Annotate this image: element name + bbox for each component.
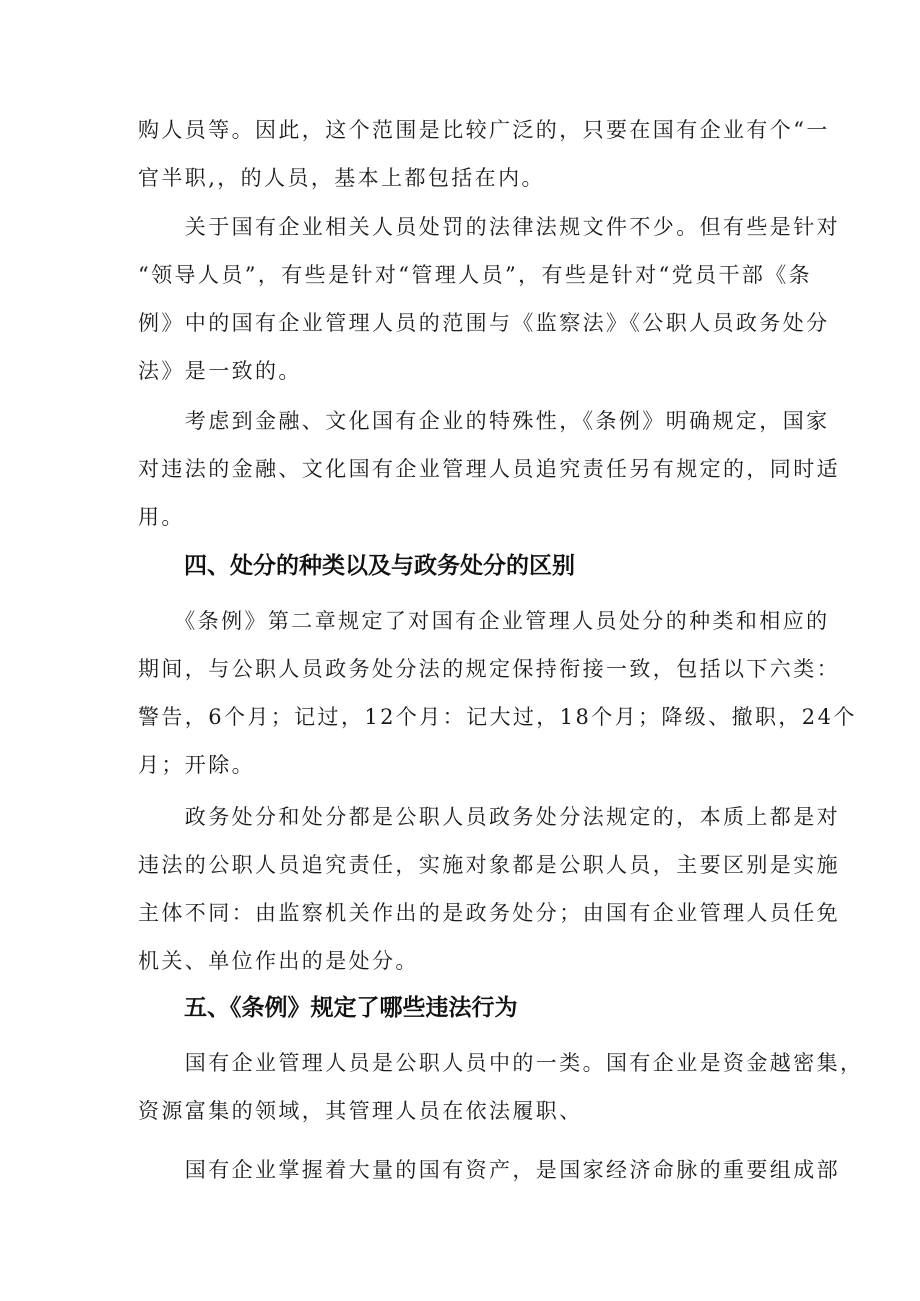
paragraph-difference [138,793,840,985]
paragraph-state-assets [138,1146,840,1194]
section-heading-5: 五、《条例》规定了哪些违法行为 [184,995,518,1021]
text-line: 例》中的国有企业管理人员的范围与《监察法》《公职人员政务处分 [138,311,830,335]
text-line: 国有企业管理人员是公职人员中的一类。国有企业是资金越密集， [138,1051,864,1075]
text-line: 政务处分和处分都是公职人员政务处分法规定的，本质上都是对 [138,805,840,829]
text-line: 期间，与公职人员政务处分法的规定保持衔接一致，包括以下六类： [138,657,840,681]
text-line: 考虑到金融、文化国有企业的特殊性，《条例》明确规定，国家 [138,409,830,433]
section-heading-4: 四、处分的种类以及与政务处分的区别 [184,553,575,579]
paragraph-scope-continuation [138,106,830,202]
text-line: “领导人员”，有些是针对“管理人员”，有些是针对“党员干部《条 [138,263,813,287]
text-line: 法》是一致的。 [138,359,302,383]
text-line: 关于国有企业相关人员处罚的法律法规文件不少。但有些是针对 [138,215,840,239]
paragraph-managers [138,1039,864,1135]
text-line: 主体不同：由监察机关作出的是政务处分；由国有企业管理人员任免 [138,901,840,925]
text-line: 机关、单位作出的是处分。 [138,949,419,973]
text-line: 《条例》第二章规定了对国有企业管理人员处分的种类和相应的 [138,609,830,633]
text-line: 对违法的金融、文化国有企业管理人员追究责任另有规定的，同时适 [138,457,840,481]
text-line: 购人员等。因此，这个范围是比较广泛的，只要在国有企业有个“一 [138,118,830,142]
text-line: 用。 [138,505,185,529]
text-line: 官半职,，的人员，基本上都包括在内。 [138,166,545,190]
text-line: 资源富集的领域，其管理人员在依法履职、 [138,1099,583,1123]
text-line: 月；开除。 [138,753,255,777]
paragraph-regulations [138,203,840,395]
text-line: 违法的公职人员追究责任，实施对象都是公职人员，主要区别是实施 [138,853,840,877]
text-line: 国有企业掌握着大量的国有资产，是国家经济命脉的重要组成部 [138,1158,840,1182]
text-line: 警告，6个月；记过，12个月：记大过，18个月；降级、撤职，24个 [138,705,857,729]
paragraph-finance-culture [138,397,840,541]
paragraph-punishment-types [138,597,857,789]
